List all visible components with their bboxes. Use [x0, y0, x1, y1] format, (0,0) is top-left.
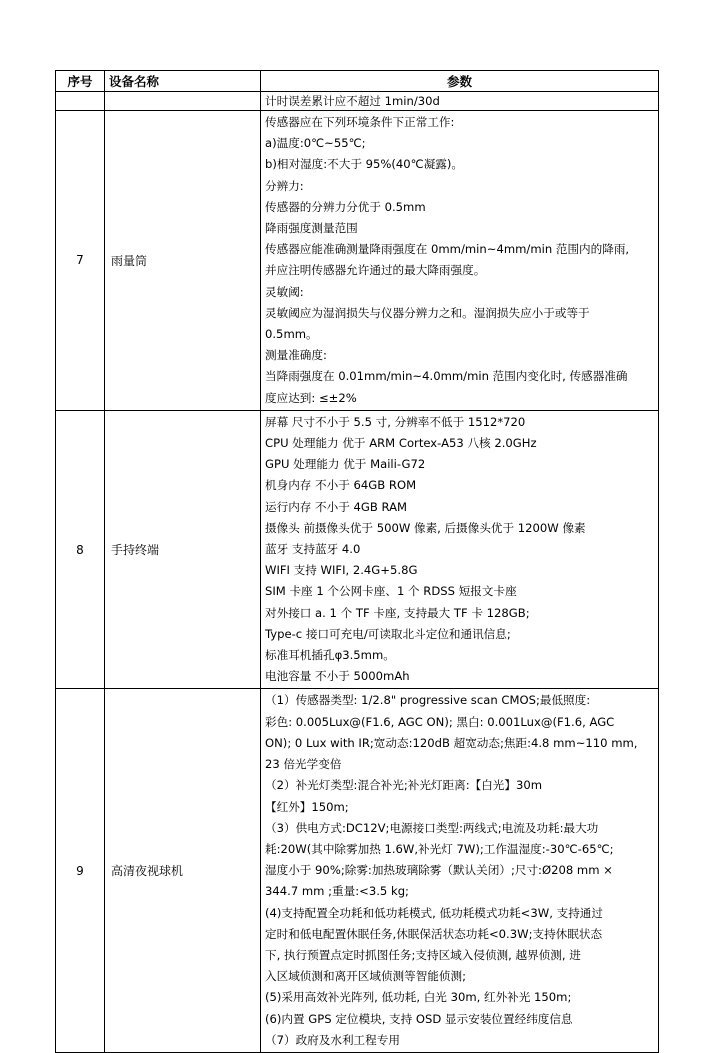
param-line: 下, 执行预置点定时抓图任务;支持区域入侵侦测, 越界侦测, 进	[265, 947, 581, 962]
param-line: 运行内存 不小于 4GB RAM	[265, 499, 408, 514]
param-line: 分辨力:	[265, 178, 304, 193]
header-name: 设备名称	[105, 71, 261, 92]
params-cell	[261, 92, 659, 111]
param-line: 湿度小于 90%;除雾:加热玻璃除雾（默认关闭）;尺寸:Ø208 mm ×	[265, 863, 613, 878]
param-line: 对外接口 a. 1 个 TF 卡座, 支持最大 TF 卡 128GB;	[265, 605, 530, 620]
param-line: 蓝牙 支持蓝牙 4.0	[265, 542, 361, 557]
param-line: 23 倍光学变倍	[265, 757, 342, 772]
table-row	[56, 689, 659, 1052]
device-name: 雨量筒	[105, 111, 261, 411]
param-line: 屏幕 尺寸不小于 5.5 寸, 分辨率不低于 1512*720	[265, 414, 526, 429]
param-line: （2）补光灯类型:混合补光;补光灯距离:【白光】30m	[265, 778, 543, 793]
param-line: a)温度:0℃~55℃;	[265, 136, 366, 151]
table-row-continuation	[56, 92, 659, 111]
param-line: 度应达到: ≤±2%	[265, 390, 357, 405]
param-line: (5)采用高效补光阵列, 低功耗, 白光 30m, 红外补光 150m;	[265, 990, 572, 1005]
param-line: 传感器的分辨力分优于 0.5mm	[265, 199, 426, 214]
param-line: （7）政府及水利工程专用	[265, 1032, 400, 1047]
param-line: (4)支持配置全功耗和低功耗模式, 低功耗模式功耗<3W, 支持通过	[265, 905, 603, 920]
table-row	[56, 410, 659, 689]
param-line: （1）传感器类型: 1/2.8" progressive scan CMOS;最低照度:	[265, 693, 591, 708]
param-line: 灵敏阈:	[265, 284, 304, 299]
device-name: 高清夜视球机	[105, 689, 261, 1052]
param-line: 344.7 mm ;重量:<3.5 kg;	[265, 884, 409, 899]
param-line: 0.5mm。	[265, 327, 318, 342]
param-line: （3）供电方式:DC12V;电源接口类型:两线式;电流及功耗:最大功	[265, 820, 599, 835]
param-line: Type-c 接口可充电/可读取北斗定位和通讯信息;	[265, 626, 511, 641]
spec-sheet	[55, 70, 658, 1053]
device-name	[105, 92, 261, 111]
param-line: 定时和低电配置休眠任务,休眠保活状态功耗<0.3W;支持休眠状态	[265, 926, 603, 941]
param-line: GPU 处理能力 优于 Maili-G72	[265, 457, 426, 472]
param-line: 灵敏阈应为湿润损失与仪器分辨力之和。湿润损失应小于或等于	[265, 305, 590, 320]
table-header-row	[56, 71, 659, 92]
params-cell	[261, 111, 659, 411]
param-line: 耗:20W(其中除雾加热 1.6W,补光灯 7W);工作温湿度:-30℃-65℃;	[265, 841, 614, 856]
param-line: 入区域侦测和离开区域侦测等智能侦测;	[265, 969, 467, 984]
param-line: 降雨强度测量范围	[265, 221, 358, 236]
param-line: 机身内存 不小于 64GB ROM	[265, 478, 417, 493]
param-line: b)相对湿度:不大于 95%(40℃凝露)。	[265, 157, 464, 172]
param-line: 标准耳机插孔φ3.5mm。	[265, 648, 395, 663]
param-line: CPU 处理能力 优于 ARM Cortex-A53 八核 2.0GHz	[265, 436, 537, 451]
param-line: ON); 0 Lux with IR;宽动态:120dB 超宽动态;焦距:4.8 mm~110 mm,	[265, 735, 638, 750]
device-name: 手持终端	[105, 410, 261, 689]
param-line: 电池容量 不小于 5000mAh	[265, 669, 410, 684]
param-line: 传感器应在下列环境条件下正常工作:	[265, 115, 455, 129]
param-line: 测量准确度:	[265, 348, 327, 363]
param-line: 【红外】150m;	[265, 799, 349, 814]
param-line: 当降雨强度在 0.01mm/min~4.0mm/min 范围内变化时, 传感器准确	[265, 369, 628, 384]
header-no: 序号	[56, 71, 105, 92]
param-line: SIM 卡座 1 个公网卡座、1 个 RDSS 短报文卡座	[265, 584, 517, 599]
row-number: 9	[56, 689, 105, 1052]
row-number	[56, 92, 105, 111]
param-line: 摄像头 前摄像头优于 500W 像素, 后摄像头优于 1200W 像素	[265, 520, 586, 535]
param-line: 计时误差累计应不超过 1min/30d	[265, 94, 440, 108]
param-line: (6)内置 GPS 定位模块, 支持 OSD 显示安装位置经纬度信息	[265, 1011, 573, 1026]
row-number: 8	[56, 410, 105, 689]
row-number: 7	[56, 111, 105, 411]
header-params: 参数	[261, 71, 659, 92]
param-line: 并应注明传感器允许通过的最大降雨强度。	[265, 263, 486, 278]
params-cell	[261, 410, 659, 689]
spec-table	[55, 70, 659, 1053]
table-row	[56, 111, 659, 411]
params-cell	[261, 689, 659, 1052]
param-line: WIFI 支持 WIFI, 2.4G+5.8G	[265, 563, 418, 578]
param-line: 传感器应能准确测量降雨强度在 0mm/min~4mm/min 范围内的降雨,	[265, 242, 630, 257]
param-line: 彩色: 0.005Lux@(F1.6, AGC ON); 黑白: 0.001Lux@(F1.6, AGC	[265, 714, 615, 729]
